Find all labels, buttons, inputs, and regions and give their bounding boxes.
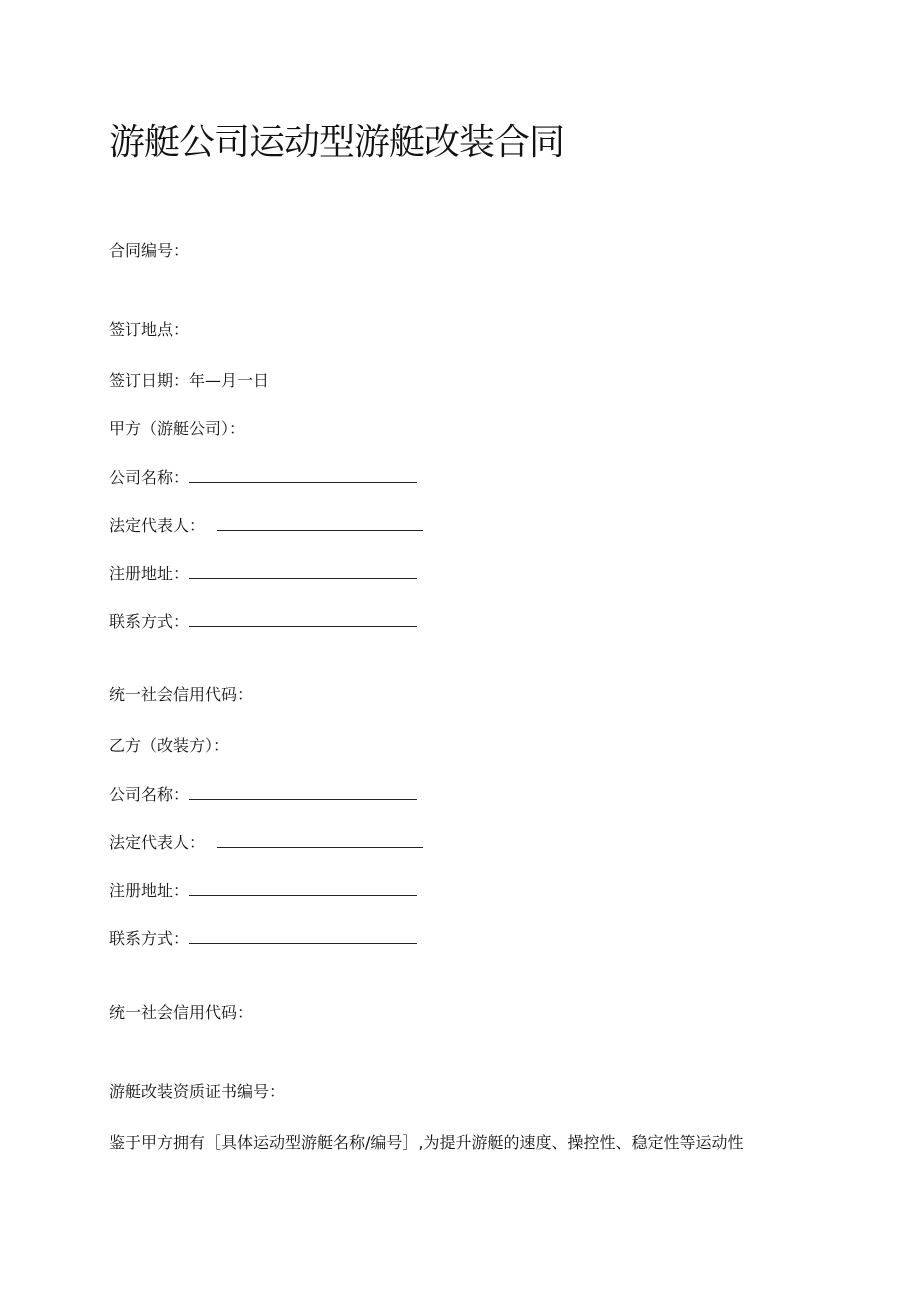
sign-place-label: 签订地点： bbox=[109, 320, 190, 339]
contract-number-label: 合同编号： bbox=[109, 241, 190, 260]
party-a-legal-rep-row bbox=[109, 514, 423, 537]
party-b-contact-blank bbox=[189, 927, 417, 944]
party-b-company-name-row bbox=[109, 783, 417, 806]
party-a-contact-label: 联系方式： bbox=[109, 612, 190, 631]
party-b-legal-rep-row bbox=[109, 831, 423, 854]
party-b-qualification-label: 游艇改装资质证书编号： bbox=[109, 1082, 286, 1101]
party-b-address-blank bbox=[189, 879, 417, 896]
document-title: 游艇公司运动型游艇改装合同 bbox=[109, 122, 565, 163]
party-a-credit-code-label: 统一社会信用代码： bbox=[109, 685, 254, 704]
party-b-address-row bbox=[109, 879, 417, 902]
party-a-contact-row bbox=[109, 610, 417, 633]
party-a-address-label: 注册地址： bbox=[109, 564, 190, 583]
party-b-heading: 乙方（改装方）： bbox=[109, 736, 230, 755]
party-a-address-blank bbox=[189, 562, 417, 579]
party-a-contact-blank bbox=[189, 610, 417, 627]
party-a-heading: 甲方（游艇公司）： bbox=[109, 419, 246, 438]
party-b-credit-code-label: 统一社会信用代码： bbox=[109, 1003, 254, 1022]
party-b-legal-rep-blank bbox=[217, 831, 423, 848]
party-a-legal-rep-label: 法定代表人： bbox=[109, 516, 206, 535]
sign-date-line: 签订日期：年—月一日 bbox=[109, 371, 270, 390]
party-b-legal-rep-label: 法定代表人： bbox=[109, 833, 206, 852]
party-a-legal-rep-blank bbox=[217, 514, 423, 531]
party-a-company-name-label: 公司名称： bbox=[109, 468, 190, 487]
party-b-company-name-blank bbox=[189, 783, 417, 800]
preamble-text: 鉴于甲方拥有［具体运动型游艇名称/编号］,为提升游艇的速度、操控性、稳定性等运动性 bbox=[109, 1133, 744, 1152]
party-a-company-name-blank bbox=[189, 466, 417, 483]
party-b-contact-row bbox=[109, 927, 417, 950]
party-b-address-label: 注册地址： bbox=[109, 881, 190, 900]
party-a-address-row bbox=[109, 562, 417, 585]
party-b-company-name-label: 公司名称： bbox=[109, 785, 190, 804]
party-a-company-name-row bbox=[109, 466, 417, 489]
party-b-contact-label: 联系方式： bbox=[109, 929, 190, 948]
